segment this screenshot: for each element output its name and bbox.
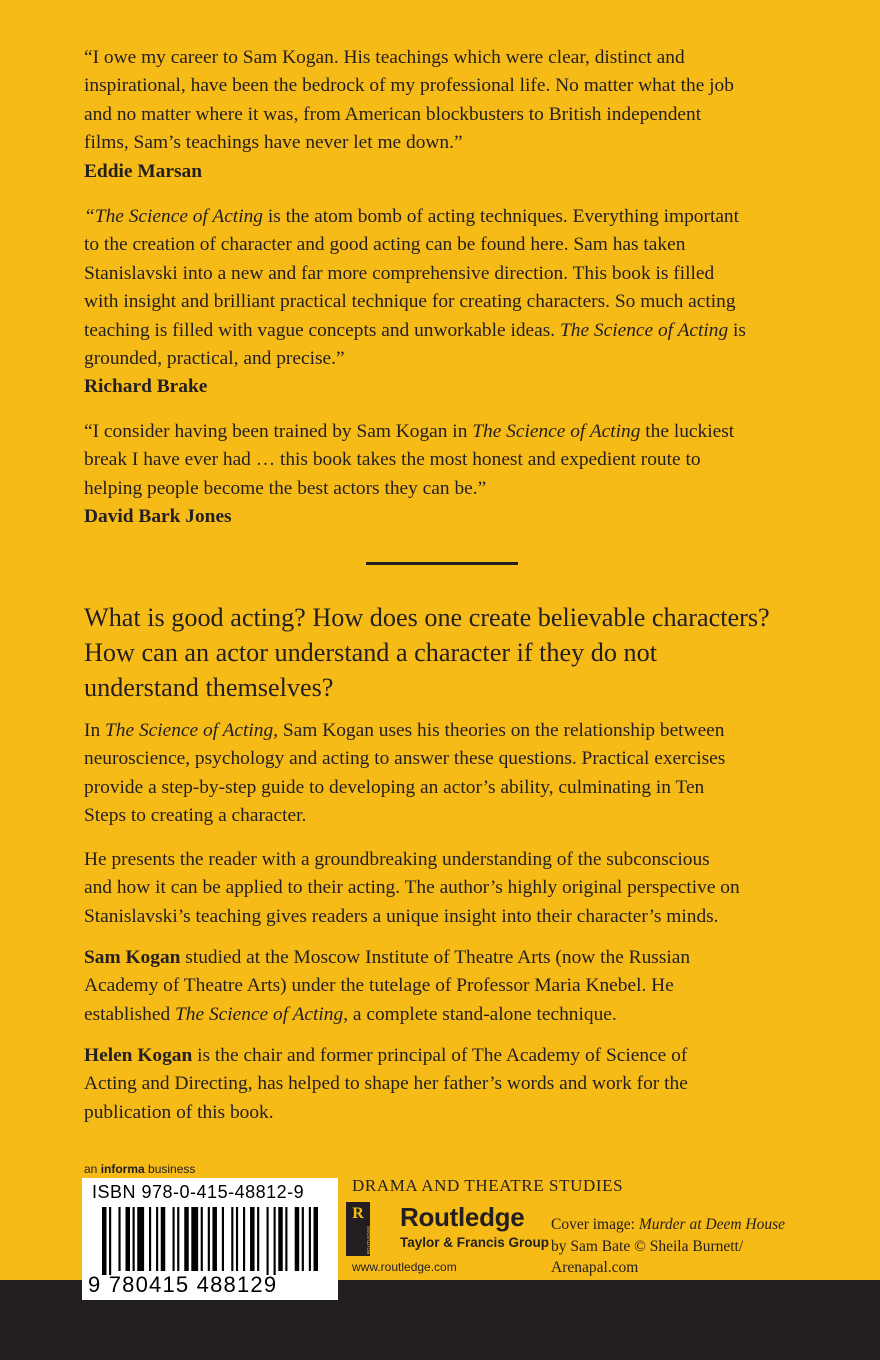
quote-text: is the atom bomb of acting techniques. Everything important xyxy=(262,206,740,227)
desc-text: In xyxy=(84,720,106,741)
quote-line: “I owe my career to Sam Kogan. His teachings which were clear, distinct and xyxy=(84,47,685,68)
barcode-bar xyxy=(137,1207,144,1271)
barcode-bar xyxy=(295,1207,300,1271)
series-label: DRAMA AND THEATRE STUDIES xyxy=(352,1176,624,1195)
quote-author: Richard Brake xyxy=(84,376,208,398)
quote-author: David Bark Jones xyxy=(84,506,232,528)
bio-line: Acting and Directing, has helped to shape her father’s words and work for the xyxy=(84,1073,688,1095)
barcode-bar xyxy=(222,1207,224,1271)
barcode-bar xyxy=(173,1207,175,1271)
informa-business-label xyxy=(84,1162,195,1176)
barcode-bar xyxy=(212,1207,217,1271)
cover-title: Murder at Deem House xyxy=(638,1216,786,1233)
barcode-bar xyxy=(243,1207,245,1271)
barcode-bar xyxy=(191,1207,198,1271)
publisher-name: Routledge xyxy=(400,1202,525,1232)
barcode-bar xyxy=(231,1207,233,1271)
desc-line: He presents the reader with a groundbreaking understanding of the subconscious xyxy=(84,849,710,870)
desc-text: , Sam Kogan uses his theories on the relationship between xyxy=(273,720,725,741)
quote-eddie-marsan xyxy=(84,44,804,186)
headline-line: How can an actor understand a character if they do not xyxy=(84,638,657,667)
barcode-bar xyxy=(250,1207,255,1271)
quote-line: break I have ever had … this book takes the most honest and expedient route to xyxy=(84,449,701,471)
barcode-bar xyxy=(149,1207,151,1271)
barcode-bar xyxy=(309,1207,311,1271)
quote-text: “I consider having been trained by Sam Kogan in xyxy=(84,421,473,442)
barcode-bar xyxy=(201,1207,203,1271)
quote-line: helping people become the best actors they can be.” xyxy=(84,477,487,499)
quote-line: grounded, practical, and precise.” xyxy=(84,348,345,370)
headline-line: understand themselves? xyxy=(84,673,334,702)
barcode-bar xyxy=(184,1207,189,1271)
barcode-bar xyxy=(285,1207,287,1271)
barcode-bar xyxy=(118,1207,120,1271)
book-title-italic: The Science of Acting xyxy=(472,421,641,442)
author-bio-sam-kogan xyxy=(84,944,804,1029)
isbn-label: ISBN 978-0-415-48812-9 xyxy=(92,1182,305,1202)
barcode-bar xyxy=(257,1207,259,1271)
quote-line: films, Sam’s teachings have never let me down.” xyxy=(84,132,463,154)
barcode-bar xyxy=(208,1207,210,1271)
barcode-bar xyxy=(156,1207,158,1271)
barcode-bar xyxy=(278,1207,283,1271)
desc-line: Stanislavski’s teaching gives readers a unique insight into their character’s minds. xyxy=(84,905,719,927)
barcode-bar xyxy=(133,1207,135,1271)
quote-text: is xyxy=(728,319,746,341)
cover-label: Cover image: xyxy=(551,1216,639,1233)
routledge-r-logo-icon xyxy=(346,1202,370,1256)
barcode-bar xyxy=(102,1207,107,1275)
author-name: Helen Kogan xyxy=(84,1045,193,1066)
bio-text: studied at the Moscow Institute of Theatre Arts (now the Russian xyxy=(180,947,691,968)
barcode-bar xyxy=(267,1207,269,1275)
svg-text:ROUTLEDGE: ROUTLEDGE xyxy=(366,1225,371,1255)
desc-line: and how it can be applied to their acting. The author’s highly original perspective on xyxy=(84,877,740,899)
quote-line: and no matter where it was, from American blockbusters to British independent xyxy=(84,103,702,125)
informa-brand: informa xyxy=(100,1162,145,1176)
quote-author: Eddie Marsan xyxy=(84,160,202,182)
cover-credit-line: by Sam Bate © Sheila Burnett/ xyxy=(551,1237,744,1255)
book-title-italic: The Science of Acting xyxy=(105,720,274,741)
barcode-bar xyxy=(161,1207,166,1271)
quote-text: teaching is filled with vague concepts and unworkable ideas. xyxy=(84,319,560,341)
barcode-bar xyxy=(302,1207,304,1271)
desc-line: neuroscience, psychology and acting to answer these questions. Practical exercises xyxy=(84,748,726,770)
bio-line: publication of this book. xyxy=(84,1101,274,1123)
svg-text:R: R xyxy=(352,1205,364,1222)
informa-text: an xyxy=(84,1162,101,1176)
barcode-bar xyxy=(274,1207,276,1275)
bio-text: is the chair and former principal of The Academy of Science of xyxy=(192,1045,688,1066)
isbn-barcode xyxy=(82,1178,338,1300)
desc-line: provide a step-by-step guide to developing an actor’s ability, culminating in Ten xyxy=(84,776,705,798)
desc-line: Steps to creating a character. xyxy=(84,805,307,827)
barcode-digits: 9 780415 488129 xyxy=(88,1272,278,1297)
headline-line: What is good acting? How does one create believable characters? xyxy=(84,603,770,632)
publisher-group: Taylor & Francis Group xyxy=(400,1235,550,1250)
description-paragraph-2 xyxy=(84,846,804,931)
author-name: Sam Kogan xyxy=(84,947,181,968)
book-title-italic: The Science of Acting xyxy=(175,1003,344,1025)
quote-text: the luckiest xyxy=(640,421,735,442)
quote-line: to the creation of character and good acting can be found here. Sam has taken xyxy=(84,234,686,256)
informa-text: business xyxy=(144,1162,196,1176)
quote-richard-brake xyxy=(84,203,804,402)
quote-david-bark-jones xyxy=(84,418,804,532)
quote-line: inspirational, have been the bedrock of my professional life. No matter what the job xyxy=(84,75,734,97)
barcode-bar xyxy=(109,1207,111,1275)
publisher-url: www.routledge.com xyxy=(352,1260,457,1274)
description-paragraph-1 xyxy=(84,717,804,831)
divider-rule xyxy=(366,562,518,565)
headline-questions xyxy=(84,600,824,705)
quote-line: with insight and brilliant practical technique for creating characters. So much acting xyxy=(84,291,736,313)
bio-line: Academy of Theatre Arts) under the tutelage of Professor Maria Knebel. He xyxy=(84,975,674,997)
bio-text: established xyxy=(84,1003,176,1025)
barcode-bar xyxy=(177,1207,179,1271)
quote-line: Stanislavski into a new and far more comprehensive direction. This book is filled xyxy=(84,262,715,284)
cover-image-credit xyxy=(551,1214,821,1279)
barcode-bar xyxy=(314,1207,319,1271)
bio-text: , a complete stand-alone technique. xyxy=(343,1003,617,1025)
barcode-bar xyxy=(236,1207,238,1271)
cover-credit-line: Arenapal.com xyxy=(551,1259,639,1276)
book-title-italic: The Science of Acting xyxy=(560,319,729,341)
author-bio-helen-kogan xyxy=(84,1042,804,1127)
barcode-bar xyxy=(126,1207,131,1271)
book-title-italic: “The Science of Acting xyxy=(84,206,263,227)
